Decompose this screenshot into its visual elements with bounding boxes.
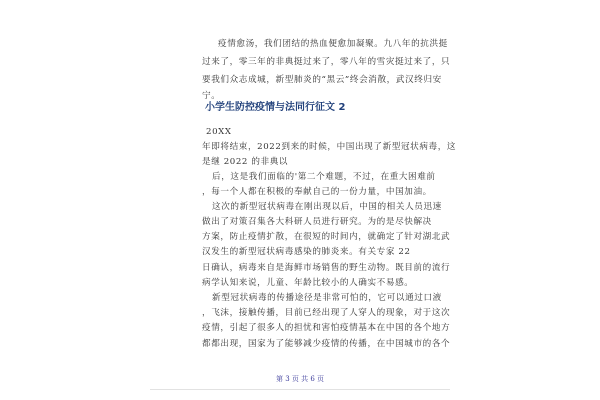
body-line-8: 方案，防止疫情扩散，在很短的时间内，就确定了针对湖北武 (202, 232, 451, 242)
body-line-15: 都都出现，国家为了能够减少疫情的传播，在中国城市的各个 (202, 339, 451, 349)
body-line-5: ，每一个人都在积极的奉献自己的一份力量，中国加油。 (202, 187, 432, 197)
body-line-4: 后，这是我们面临的'第二个难题，不过，在重大困难前 (212, 172, 436, 182)
body-line-13: ，飞沫，接触传播，目前已经出现了人穿人的现象，对于这次 (202, 308, 451, 318)
intro-line-3: 要我们众志成城，新型肺炎的“黑云”终会消散，武汉终归安 (202, 75, 442, 85)
body-line-1: 20XX (206, 127, 232, 137)
body-line-7: 做出了对策召集各大科研人员进行研究。为的是尽快解决 (202, 217, 432, 227)
page-footer: 第 3 页 共 6 页 (275, 375, 325, 383)
body-line-12: 新型冠状病毒的传播途径是非常可怕的，它可以通过口液 (212, 293, 442, 303)
body-line-10: 日确认，病毒来自是海鲜市场销售的野生动物。既目前的流行 (202, 263, 451, 273)
footer-divider (150, 389, 450, 390)
section-heading: 小学生防控疫情与法同行征文 2 (205, 102, 346, 113)
body-line-9: 汉发生的新型冠状病毒感染的肺炎来。有关专家 22 (202, 247, 411, 257)
body-line-2: 年即将结束，2022到来的时候，中国出现了新型冠状病毒，这 (202, 142, 457, 152)
body-line-14: 疫情，引起了很多人的担忧和害怕疫情基本在中国的各个地方 (202, 323, 451, 333)
intro-line-2: 过来了，零三年的非典挺过来了，零八年的雪灾挺过来了，只 (202, 57, 451, 67)
body-line-11: 病学认知来说，儿童、年龄比较小的人确实不易感。 (202, 278, 414, 288)
body-line-6: 这次的新型冠状病毒在刚出现以后，中国的相关人员迅速 (212, 202, 442, 212)
intro-line-4: 宁。 (202, 91, 221, 101)
body-line-3: 是继 2022 的非典以 (202, 157, 289, 167)
intro-line-1: 疫情愈汤，我们团结的热血便愈加凝聚。九八年的抗洪挺 (218, 39, 448, 49)
